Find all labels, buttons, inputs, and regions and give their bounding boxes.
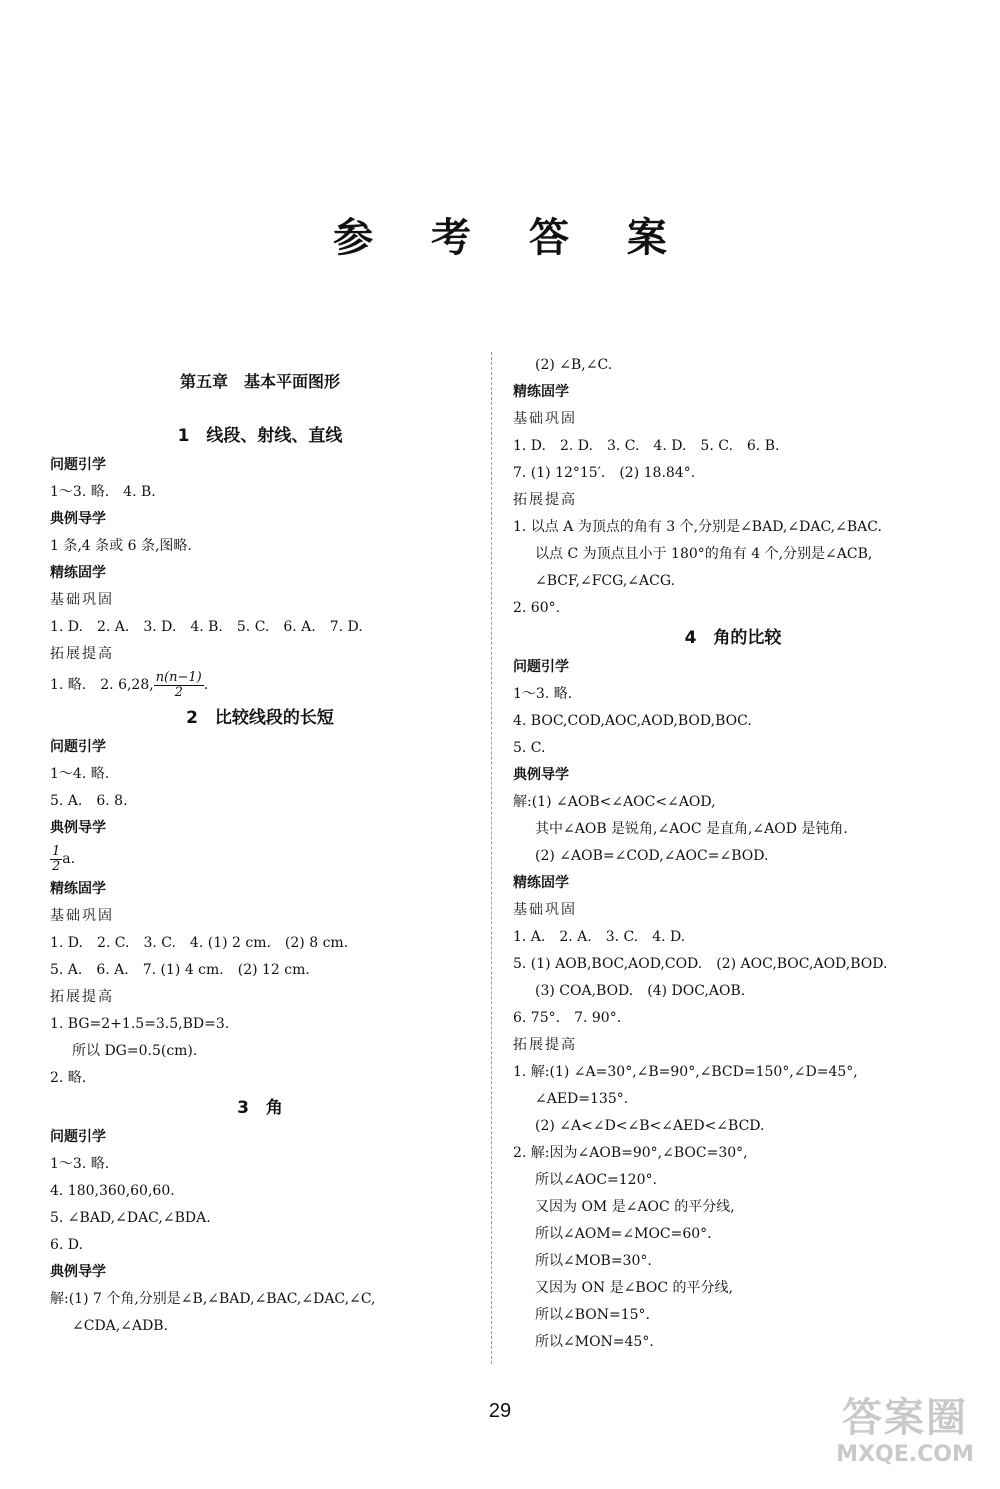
fraction-numerator: n(n−1) [155,669,202,685]
chapter-title: 第五章 基本平面图形 [179,372,340,391]
answer-line: 2. 60°. [513,600,561,616]
page-title: 参 考 答 案 [333,214,689,261]
page-number: 29 [488,1400,512,1422]
fraction-numerator: 1 [52,843,61,859]
heading-wenti: 问题引学 [513,659,569,675]
subheading-jichu: 基础巩固 [50,908,114,924]
answer-line: ∠CDA,∠ADB. [72,1318,169,1334]
section-1-title: 1 线段、射线、直线 [177,426,343,446]
heading-wenti: 问题引学 [50,739,106,755]
heading-dianli: 典例导学 [50,511,106,527]
answer-line: 4. BOC,COD,AOC,AOD,BOD,BOC. [513,713,752,729]
answer-line: 所以 DG=0.5(cm). [72,1043,198,1059]
left-column [50,352,470,1340]
watermark-url: MXQE.COM [836,1442,974,1467]
answer-line: (2) ∠AOB=∠COD,∠AOC=∠BOD. [535,848,769,864]
answer-line-fraction [50,842,470,876]
answer-line: 所以∠MOB=30°. [535,1253,652,1269]
subheading-tuozhan: 拓展提高 [513,1037,577,1053]
answer-line: 解:(1) 7 个角,分别是∠B,∠BAD,∠BAC,∠DAC,∠C, [50,1291,376,1307]
subheading-jichu: 基础巩固 [513,902,577,918]
answer-line: 1. A. 2. A. 3. C. 4. D. [513,929,686,945]
answer-line: 1～3. 略. [50,1156,110,1172]
answer-line: 5. ∠BAD,∠DAC,∠BDA. [50,1210,211,1226]
heading-dianli: 典例导学 [513,767,569,783]
answer-line: 1. D. 2. D. 3. C. 4. D. 5. C. 6. B. [513,438,780,454]
answer-text: . [203,677,209,693]
heading-dianli: 典例导学 [50,820,106,836]
answer-line: ∠BCF,∠FCG,∠ACG. [535,573,675,589]
subheading-jichu: 基础巩固 [513,411,577,427]
watermark-logo [820,1395,990,1480]
answer-line: 1 条,4 条或 6 条,图略. [50,538,192,554]
answer-line: 其中∠AOB 是锐角,∠AOC 是直角,∠AOD 是钝角. [535,821,848,837]
fraction-denominator: 2 [174,684,183,700]
heading-jinglian: 精练固学 [513,875,569,891]
answer-line: (2) ∠B,∠C. [535,357,613,373]
answer-line-fraction [50,668,470,702]
column-divider [491,352,492,1364]
fraction [50,845,62,874]
subheading-tuozhan: 拓展提高 [50,646,114,662]
answer-line: (3) COA,BOD. (4) DOC,AOB. [535,983,746,999]
answer-line: 1. D. 2. C. 3. C. 4. (1) 2 cm. (2) 8 cm. [50,935,349,951]
answer-line: 解:(1) ∠AOB<∠AOC<∠AOD, [513,794,716,810]
answer-line: (2) ∠A<∠D<∠B<∠AED<∠BCD. [535,1118,765,1134]
answer-line: 所以∠MON=45°. [535,1334,654,1350]
answer-line: 5. A. 6. A. 7. (1) 4 cm. (2) 12 cm. [50,962,310,978]
answer-line: 所以∠AOC=120°. [535,1172,657,1188]
answer-line: 1. D. 2. A. 3. D. 4. B. 5. C. 6. A. 7. D. [50,619,363,635]
answer-line: 1～3. 略. [513,686,573,702]
answer-line: ∠AED=135°. [535,1091,629,1107]
heading-jinglian: 精练固学 [50,881,106,897]
answer-line: 5. C. [513,740,546,756]
subheading-jichu: 基础巩固 [50,592,114,608]
subheading-tuozhan: 拓展提高 [50,989,114,1005]
watermark-text: 答案圈 [842,1395,968,1441]
heading-wenti: 问题引学 [50,1129,106,1145]
answer-line: 5. (1) AOB,BOC,AOD,COD. (2) AOC,BOC,AOD,BOD. [513,956,888,972]
answer-line: 7. (1) 12°15′. (2) 18.84°. [513,465,696,481]
answer-line: 5. A. 6. 8. [50,793,128,809]
answer-line: 又因为 ON 是∠BOC 的平分线, [535,1280,733,1296]
answer-line: 1. BG=2+1.5=3.5,BD=3. [50,1016,230,1032]
answer-line: 以点 C 为顶点且小于 180°的角有 4 个,分别是∠ACB, [535,546,873,562]
heading-wenti: 问题引学 [50,457,106,473]
answer-line: 1～4. 略. [50,766,110,782]
heading-jinglian: 精练固学 [50,565,106,581]
answer-line: 6. D. [50,1237,83,1253]
right-column [513,352,953,1356]
answer-line: 6. 75°. 7. 90°. [513,1010,622,1026]
answer-line: 所以∠BON=15°. [535,1307,651,1323]
answer-line: 1. 以点 A 为顶点的角有 3 个,分别是∠BAD,∠DAC,∠BAC. [513,519,882,535]
answer-text: 1. 略. 2. 6,28, [50,677,154,693]
fraction [154,671,204,700]
answer-line: 4. 180,360,60,60. [50,1183,175,1199]
fraction-denominator: 2 [52,858,61,874]
heading-dianli: 典例导学 [50,1264,106,1280]
answer-text: a. [62,851,76,867]
answer-line: 2. 解:因为∠AOB=90°,∠BOC=30°, [513,1145,748,1161]
section-2-title: 2 比较线段的长短 [186,708,334,728]
answer-line: 2. 略. [50,1070,87,1086]
section-4-title: 4 角的比较 [684,628,782,648]
answer-line: 又因为 OM 是∠AOC 的平分线, [535,1199,735,1215]
answer-line: 1. 解:(1) ∠A=30°,∠B=90°,∠BCD=150°,∠D=45°, [513,1064,858,1080]
answer-line: 所以∠AOM=∠MOC=60°. [535,1226,712,1242]
section-3-title: 3 角 [237,1098,283,1118]
subheading-tuozhan: 拓展提高 [513,492,577,508]
answer-line: 1～3. 略. 4. B. [50,484,156,500]
heading-jinglian: 精练固学 [513,384,569,400]
